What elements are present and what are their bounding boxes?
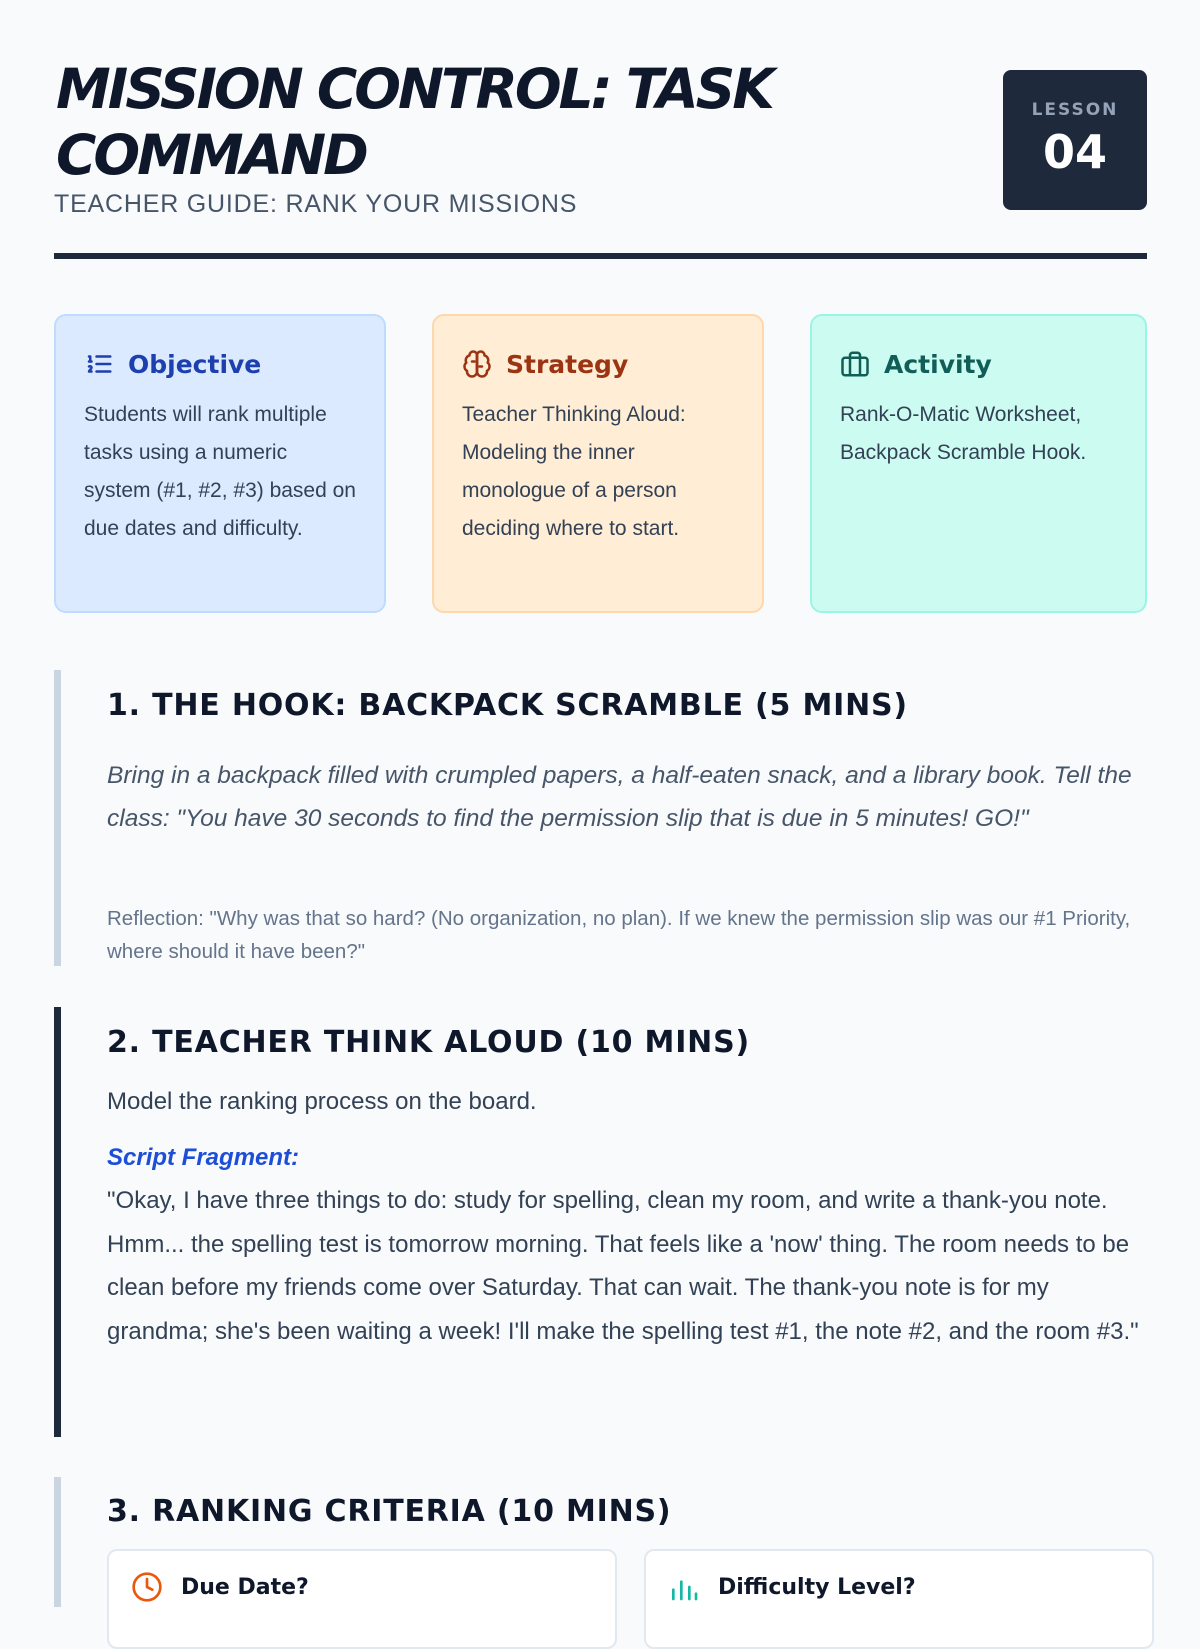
hook-instruction: Bring in a backpack filled with crumpled papers, a half-eaten snack, and a library book. Tell the class: "You have 30 seconds to find the permission slip that is due in 5 minutes! GO!" (107, 762, 1132, 832)
script-fragment-label: Script Fragment: (107, 1144, 300, 1171)
activity-body: Rank-O-Matic Worksheet, Backpack Scramble Hook. (840, 403, 1087, 464)
think-aloud-section (54, 1007, 1147, 1437)
lesson-label: LESSON (1031, 100, 1119, 120)
lesson-badge (1003, 70, 1147, 210)
objective-title: Objective (128, 349, 262, 379)
lesson-page (54, 0, 1147, 1600)
criteria-label-due-date: Due Date? (181, 1574, 309, 1600)
objective-card (54, 314, 386, 613)
strategy-card-header (462, 346, 734, 382)
criteria-label-difficulty: Difficulty Level? (718, 1574, 916, 1600)
strategy-card (432, 314, 764, 613)
objective-body: Students will rank multiple tasks using a numeric system (#1, #2, #3) based on due dates and difficulty. (84, 403, 356, 540)
page-title: MISSION CONTROL: TASK COMMAND (56, 57, 772, 187)
header-divider (54, 253, 1147, 259)
hook-reflection: Reflection: "Why was that so hard? (No organization, no plan). If we knew the permission slip was our #1 Priority, where should it have been?" (107, 907, 1131, 963)
hook-title: 1. THE HOOK: BACKPACK SCRAMBLE (5 MINS) (107, 688, 908, 723)
criteria-card-due-date (107, 1549, 617, 1649)
strategy-title: Strategy (506, 349, 629, 379)
activity-card (810, 314, 1147, 613)
activity-title: Activity (884, 349, 992, 379)
activity-card-header (840, 346, 1117, 382)
summary-cards (54, 314, 1147, 617)
objective-card-header (84, 346, 356, 382)
bar-chart-icon (668, 1571, 700, 1603)
list-ordered-icon (84, 349, 114, 379)
strategy-body: Teacher Thinking Aloud: Modeling the inner monologue of a person deciding where to start. (462, 403, 686, 540)
page-subtitle: TEACHER GUIDE: RANK YOUR MISSIONS (54, 190, 578, 218)
lesson-number: 04 (1042, 125, 1107, 179)
page-header (54, 0, 1147, 262)
think-aloud-title: 2. TEACHER THINK ALOUD (10 MINS) (107, 1025, 751, 1060)
criteria-card-difficulty (644, 1549, 1154, 1649)
criteria-title: 3. RANKING CRITERIA (10 MINS) (107, 1494, 672, 1529)
hook-section (54, 670, 1147, 966)
script-fragment-text: "Okay, I have three things to do: study for spelling, clean my room, and write a thank-you note. Hmm... the spelling test is tomorrow morning. That feels like a 'now' thing. The room needs to be clean before my friends come over Saturday. That can wait. The thank-you note is for my grandma; she's been waiting a week! I'll make the spelling test #1, the note #2, and the room #3." (107, 1187, 1139, 1345)
briefcase-icon (840, 349, 870, 379)
think-aloud-intro: Model the ranking process on the board. (107, 1088, 537, 1115)
brain-icon (462, 349, 492, 379)
criteria-section (54, 1477, 1147, 1607)
clock-icon (131, 1571, 163, 1603)
